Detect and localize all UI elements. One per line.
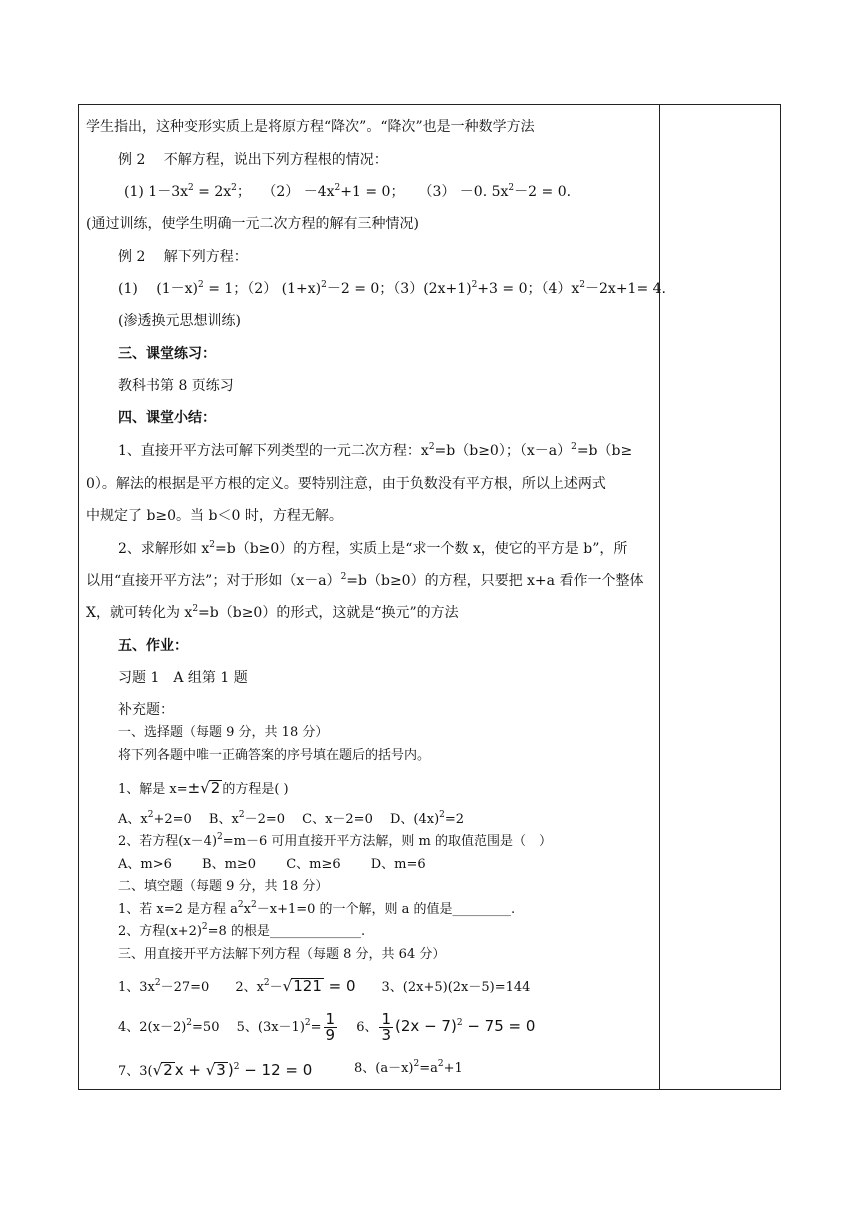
paragraph: 习题 1 A 组第 1 题	[118, 670, 248, 686]
question: 2、方程$(x+2)^2=8$ 的根是______________.	[118, 922, 366, 939]
example-heading: 例 2 不解方程，说出下列方程根的情况：	[118, 152, 388, 168]
paragraph: 中规定了 b≥0。当 b＜0 时，方程无解。	[86, 508, 343, 524]
paragraph: 教科书第 8 页练习	[118, 378, 234, 394]
paragraph: 以用“直接开平方法”；对于形如$(x-a)^2=b(b\ge 0)$的方程，只要把 x+a 看作一个整体	[86, 572, 644, 589]
question: 1、解是 x=±√2 的方程是( )	[118, 779, 289, 797]
choice-line: A、$x^2+2=0$ B、$x^2-2=0$ C、x－2=0 D、$(4x)^2=2$	[118, 810, 465, 827]
section-heading: 四、课堂小结：	[118, 410, 216, 426]
section-heading: 三、课堂练习：	[118, 346, 216, 362]
equation-line: (1) $(1-x)^2 = 1$；（2） $(1+x)^2-2 = 0$；$(3)(2x+1)^2+3 = 0$；$(4)x^2-2x+1= 4$.	[118, 280, 666, 297]
question: 2、若方程$(x-4)^2=m-6$ 可用直接开平方法解，则 m 的取值范围是（ ）	[118, 832, 552, 849]
paragraph: 0）。解法的根据是平方根的定义。要特别注意，由于负数没有平方根，所以上述两式	[86, 476, 606, 492]
equation-line: 1、$3x^2-27=0$ 2、$x^2-√121 = 0$ 3、(2x+5)(2x－5)=144	[118, 977, 531, 995]
equation-line: 8、$(a-x)^2=a^2+1$	[354, 1059, 463, 1076]
fraction: $\frac{1}{3}$	[381, 1010, 392, 1044]
equation-line: 7、3(√2 x + √3 )$^2$ − 12 = 0	[118, 1061, 313, 1079]
question: 1、若 x=2 是方程 $a^2x^2-x+1=0$ 的一个解，则 a 的值是_________.	[118, 900, 516, 917]
paragraph: X，就可转化为 $x^2=b(b\ge 0)$的形式，这就是“换元”的方法	[86, 604, 459, 621]
paragraph: 学生指出，这种变形实质上是将原方程“降次”。“降次”也是一种数学方法	[86, 119, 535, 135]
paragraph: 三、用直接开平方法解下列方程（每题 8 分，共 64 分）	[118, 947, 446, 962]
paragraph: 二、填空题（每题 9 分，共 18 分）	[118, 879, 329, 894]
equation-line: (1) $1-3x^2 = 2x^2$； $(2) -4x^2+1 = 0$； （3） －0. $5x^2-2 = 0$.	[124, 183, 572, 200]
note: (通过训练，使学生明确一元二次方程的解有三种情况)	[86, 216, 419, 232]
paragraph: 一、选择题（每题 9 分，共 18 分）	[118, 725, 329, 740]
example-heading: 例 2 解下列方程：	[118, 249, 248, 265]
section-heading: 五、作业：	[118, 638, 188, 654]
paragraph: 补充题：	[118, 702, 174, 718]
note: (渗透换元思想训练)	[118, 313, 241, 329]
column-divider	[659, 104, 660, 1090]
paragraph: 将下列各题中唯一正确答案的序号填在题后的括号内。	[118, 748, 431, 763]
choice-line: A、m>6 B、m≥0 C、m≥6 D、m=6	[118, 857, 426, 872]
paragraph: 2、求解形如 $x^2=b(b\ge 0)$的方程，实质上是“求一个数 x，使它的平方是 b”，所	[118, 540, 628, 557]
paragraph: 1、直接开平方法可解下列类型的一元二次方程：$x^2=b(b\ge 0)$；$(x-a)^2=b(b\ge$	[118, 442, 633, 459]
fraction: $\frac{1}{9}$	[325, 1010, 336, 1044]
equation-line: 4、$2(x-2)^2=50$ 5、$(3x-1)^2=$ $\frac{1}{9}$ 6、 $\frac{1}{3}$ $(2x - 7)^2 - 75 = 0$	[118, 1010, 536, 1044]
